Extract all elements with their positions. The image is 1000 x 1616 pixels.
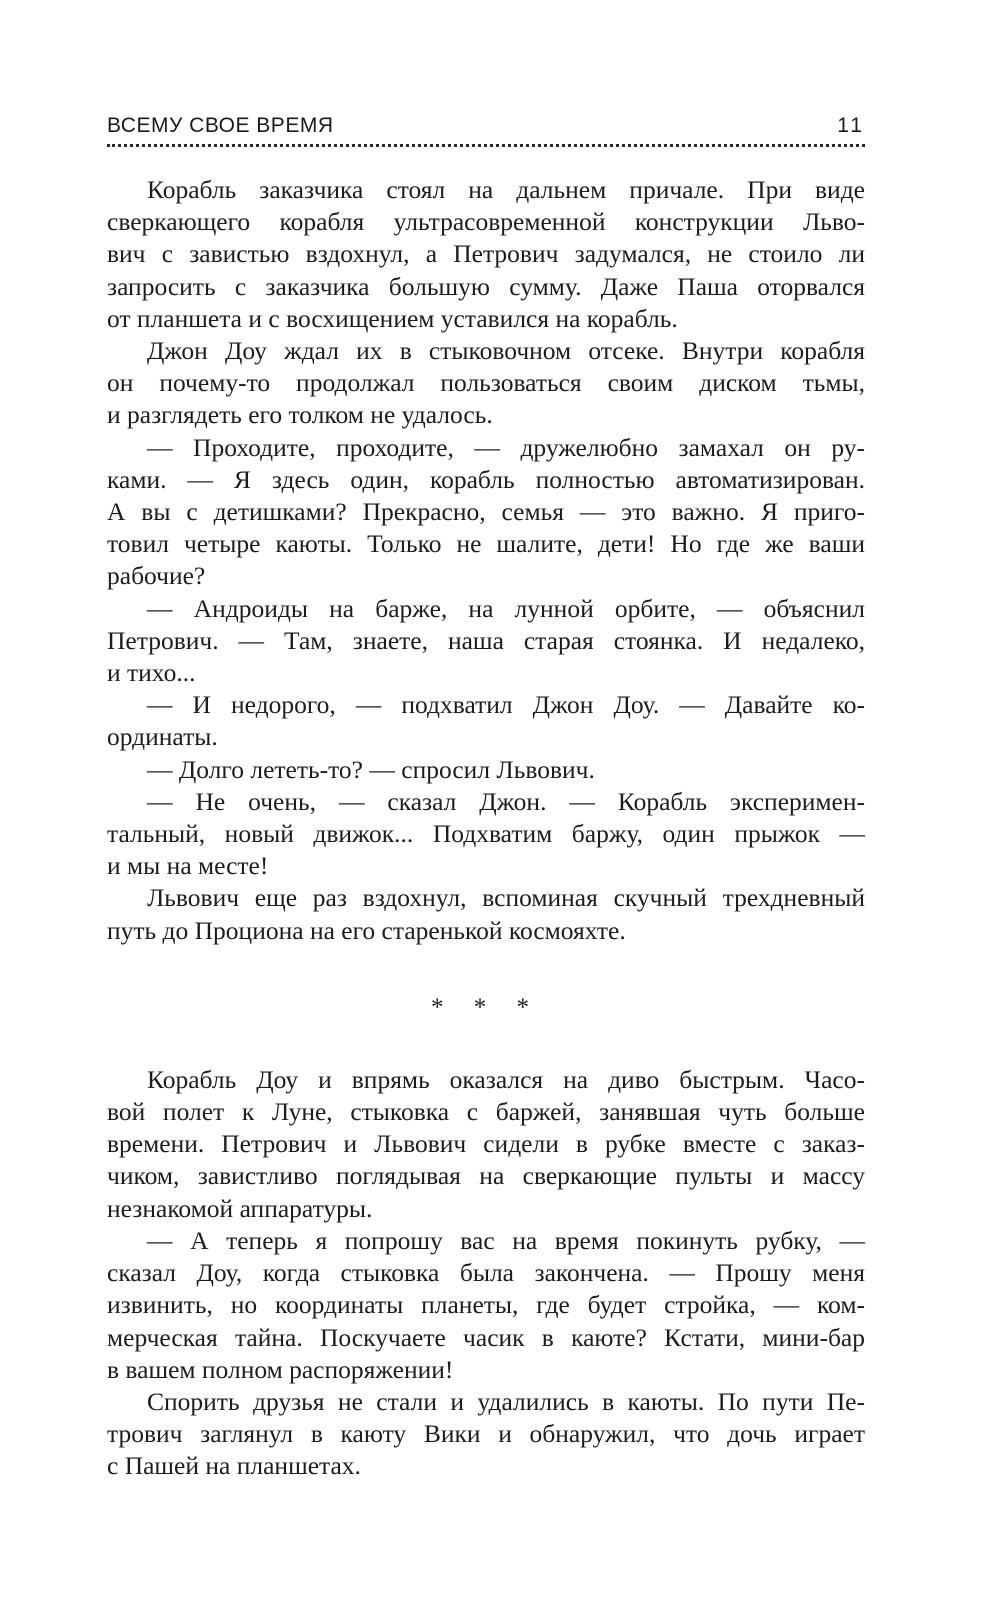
text-line: тальный, новый движок... Подхватим баржу, один прыжок — [107,819,865,849]
text-line: товил четыре каюты. Только не шалите, дети! Но где же ваши [107,529,865,559]
text-line: Джон Доу ждал их в стыковочном отсеке. Внутри корабля [147,336,865,366]
paragraph [107,689,865,753]
text-line: и разглядеть его толком не удалось. [107,400,493,430]
text-line: ками. — Я здесь один, корабль полностью автоматизирован. [107,464,865,494]
text-line: — А теперь я попрошу вас на время покинуть рубку, — [147,1225,865,1255]
text-line: трович заглянул в каюту Вики и обнаружил, что дочь играет [107,1419,865,1449]
text-line: запросить с заказчика большую сумму. Даже Паша оторвался [107,271,865,301]
paragraph [107,174,865,335]
text-line: мерческая тайна. Поскучаете часик в каюте? Кстати, мини-бар [107,1322,865,1352]
paragraph [107,1386,865,1483]
text-line: Львович еще раз вздохнул, вспоминая скучный трехдневный [147,883,865,913]
text-line: Корабль Доу и впрямь оказался на диво быстрым. Часо- [147,1064,865,1094]
paragraph [107,1225,865,1386]
text-line: — Долго лететь-то? — спросил Львович. [147,754,595,784]
paragraph [107,335,865,432]
text-line: — Андроиды на барже, на лунной орбите, — объяснил [147,593,865,623]
text-line: вой полет к Луне, стыковка с баржей, занявшая чуть больше [107,1097,865,1127]
text-line: Петрович. — Там, знаете, наша старая стоянка. И недалеко, [107,625,865,655]
text-line: с Пашей на планшетах. [107,1451,361,1481]
text-line: рабочие? [107,561,206,591]
text-line: — Не очень, — сказал Джон. — Корабль эксперимен- [147,786,865,816]
text-line: он почему-то продолжал пользоваться своим диском тьмы, [107,368,865,398]
text-line: сказал Доу, когда стыковка была закончена. — Прошу меня [107,1258,865,1288]
paragraph [107,754,865,786]
text-line: чиком, завистливо поглядывая на сверкающие пульты и массу [107,1161,865,1191]
text-line: незнакомой аппаратуры. [107,1193,373,1223]
dotted-rule [107,144,865,147]
text-line: от планшета и с восхищением уставился на корабль. [107,303,678,333]
text-line: — И недорого, — подхватил Джон Доу. — Давайте ко- [147,690,865,720]
paragraph [107,882,865,946]
text-line: Корабль заказчика стоял на дальнем причале. При виде [147,175,865,204]
text-line: А вы с детишками? Прекрасно, семья — это важно. Я приго- [107,497,865,527]
paragraph [107,1064,865,1225]
section-separator: * * * [431,993,541,1021]
section-1 [107,174,865,947]
paragraph [107,432,865,593]
body-text [107,174,865,1483]
text-line: извинить, но координаты планеты, где будет стройка, — ком- [107,1290,865,1320]
text-line: — Проходите, проходите, — дружелюбно замахал он ру- [147,432,865,462]
text-line: времени. Петрович и Львович сидели в рубке вместе с заказ- [107,1129,865,1159]
text-line: ординаты. [107,722,218,752]
paragraph [107,786,865,883]
paragraph [107,593,865,690]
text-line: сверкающего корабля ультрасовременной конструкции Льво- [107,207,865,237]
text-line: Спорить друзья не стали и удалились в каюты. По пути Пе- [147,1386,865,1416]
running-head-title: ВСЕМУ СВОЕ ВРЕМЯ [107,114,334,137]
text-line: вич с завистью вздохнул, а Петрович задумался, не стоило ли [107,239,865,269]
text-line: и мы на месте! [107,851,269,881]
text-line: путь до Проциона на его старенькой космояхте. [107,915,626,945]
running-head [107,108,865,148]
page-number: 11 [837,114,865,137]
text-line: и тихо... [107,658,196,688]
text-line: в вашем полном распоряжении! [107,1354,454,1384]
section-2 [107,1064,865,1483]
